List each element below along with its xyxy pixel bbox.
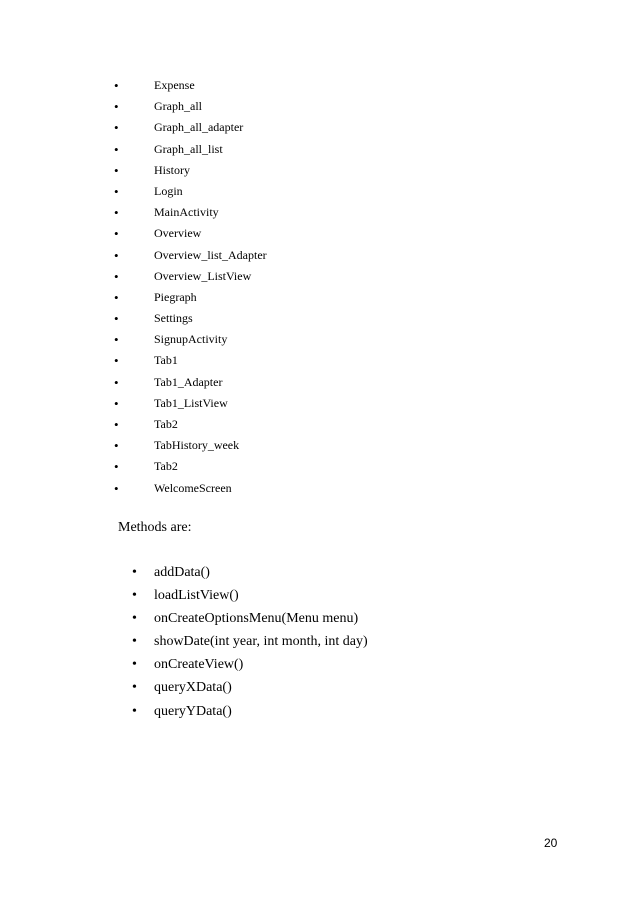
method-name: queryXData() [154, 680, 232, 696]
method-name: onCreateOptionsMenu(Menu menu) [154, 611, 359, 627]
method-name: loadListView() [154, 588, 239, 604]
bullet-icon: • [114, 395, 119, 411]
bullet-icon: • [114, 353, 119, 369]
class-name: Expense [154, 78, 195, 92]
bullet-icon: • [132, 657, 137, 673]
bullet-icon: • [114, 374, 119, 390]
bullet-icon: • [114, 141, 119, 157]
bullet-icon: • [114, 162, 119, 178]
class-name: Tab1_Adapter [154, 374, 223, 389]
class-name: Tab2 [154, 417, 178, 431]
class-name: Login [154, 183, 183, 198]
class-name: TabHistory_week [154, 438, 240, 453]
bullet-icon: • [114, 205, 119, 221]
class-name: Graph_all_list [154, 141, 223, 156]
bullet-icon: • [132, 565, 137, 580]
class-name: Settings [154, 311, 193, 326]
class-name: History [154, 162, 190, 177]
methods-heading: Methods are: [118, 520, 192, 535]
page-number: 20 [544, 836, 558, 850]
class-name: Graph_all_adapter [154, 120, 244, 135]
bullet-icon: • [132, 634, 137, 650]
class-name: Tab2 [154, 459, 178, 474]
bullet-icon: • [132, 703, 137, 719]
bullet-icon: • [114, 311, 119, 327]
class-name: Piegraph [154, 289, 197, 304]
bullet-icon: • [114, 332, 119, 348]
bullet-icon: • [114, 480, 119, 496]
class-name: WelcomeScreen [154, 480, 232, 495]
bullet-icon: • [114, 183, 119, 199]
bullet-icon: • [114, 78, 119, 93]
bullet-icon: • [132, 611, 137, 627]
bullet-icon: • [132, 680, 137, 696]
class-name: Tab1_ListView [154, 395, 228, 410]
class-name: Tab1 [154, 353, 178, 368]
class-name: Overview_ListView [154, 268, 252, 283]
class-name: SignupActivity [154, 332, 228, 347]
class-name: MainActivity [154, 205, 219, 220]
method-name: queryYData() [154, 703, 232, 719]
method-name: onCreateView() [154, 657, 244, 673]
bullet-icon: • [114, 120, 119, 136]
class-name: Graph_all [154, 99, 202, 114]
class-name: Overview [154, 226, 202, 241]
method-name: showDate(int year, int month, int day) [154, 634, 368, 650]
bullet-icon: • [114, 289, 119, 305]
bullet-icon: • [114, 417, 119, 432]
bullet-icon: • [114, 247, 119, 263]
bullet-icon: • [114, 438, 119, 454]
bullet-icon: • [114, 99, 119, 115]
bullet-icon: • [114, 459, 119, 475]
bullet-icon: • [114, 226, 119, 242]
bullet-icon: • [114, 268, 119, 284]
class-name: Overview_list_Adapter [154, 247, 267, 262]
method-name: addData() [154, 565, 210, 580]
bullet-icon: • [132, 588, 137, 604]
